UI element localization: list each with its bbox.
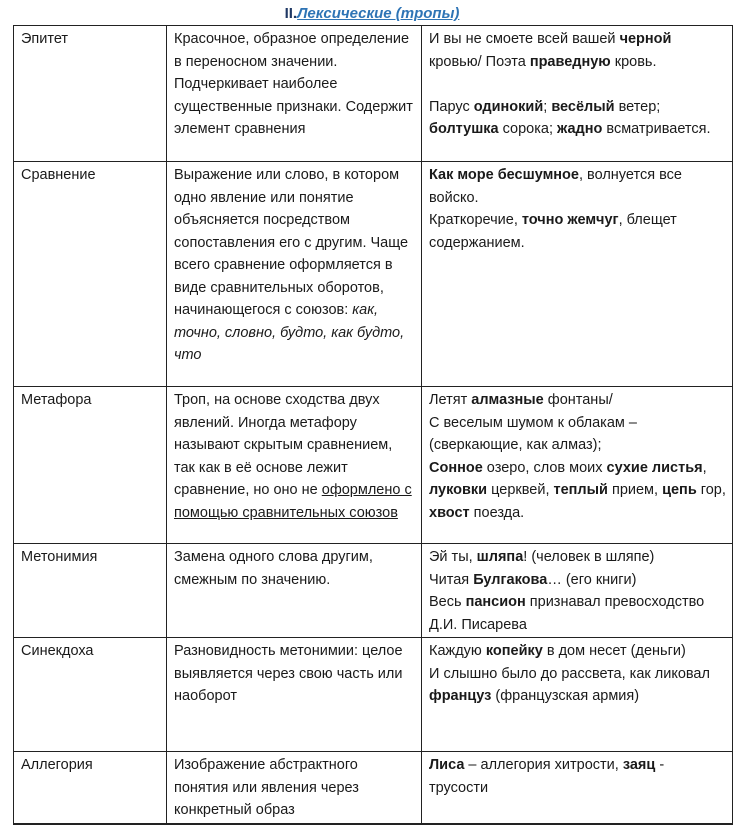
example-paragraph — [429, 412, 726, 457]
bold-term: теплый — [553, 482, 608, 498]
bold-term: праведную — [529, 53, 611, 70]
text-run: фонтаны/ — [543, 392, 613, 408]
table-row — [14, 638, 733, 752]
bold-term: цепь — [662, 482, 697, 498]
text-run: – аллегория хитрости, — [464, 757, 623, 773]
example-paragraph — [429, 640, 726, 663]
text-run: оформлено с помощью сравнительных союзов — [174, 482, 412, 521]
text-run: ; — [543, 98, 552, 115]
text-run: Весь — [429, 594, 466, 610]
table-row — [14, 544, 733, 638]
text-run: … (его книги) — [547, 571, 637, 588]
term-cell: Эпитет — [14, 26, 167, 162]
text-run: С веселым шумом к облакам – (сверкающие, как алмаз); — [429, 414, 637, 453]
text-run: кровь. — [610, 53, 657, 70]
example-paragraph — [429, 28, 726, 73]
text-run: ветер; — [614, 98, 661, 115]
bold-term: алмазные — [471, 392, 544, 408]
example-paragraph — [429, 591, 726, 636]
examples-cell — [422, 638, 733, 752]
text-run: церквей, — [487, 482, 554, 498]
text-run: признавал превосходство Д.И. Писарева — [429, 594, 705, 633]
text-run: (французская армия) — [491, 688, 640, 704]
example-paragraph — [429, 96, 726, 141]
text-run: поезда. — [469, 504, 525, 521]
text-run: всматривается. — [602, 121, 711, 137]
text-run: Троп, на основе сходства двух явлений. Иногда метафору называют скрытым сравнением, так как в её основе лежит сравнение, но оно не — [174, 392, 393, 498]
example-paragraph — [429, 663, 726, 708]
text-run: Краткоречие, — [429, 212, 522, 228]
definition-cell — [167, 387, 422, 544]
bold-term: черной — [619, 31, 672, 47]
definition-cell: Замена одного слова другим, смежным по значению. — [167, 544, 422, 638]
example-paragraph — [429, 209, 726, 254]
bold-term: хвост — [429, 504, 470, 521]
text-run: в дом несет (деньги) — [542, 643, 686, 659]
bold-term: луковки — [429, 482, 488, 498]
text-run: И вы не смоете всей вашей — [429, 31, 620, 47]
term-cell: Синекдоха — [14, 638, 167, 752]
text-run: , волнуется все войско. — [429, 167, 682, 206]
bold-term: француз — [429, 688, 492, 704]
text-run: кровью/ Поэта — [429, 53, 530, 70]
text-run: , — [702, 459, 707, 476]
example-paragraph — [429, 546, 726, 569]
text-run: Читая — [429, 571, 474, 588]
examples-cell — [422, 752, 733, 824]
term-cell: Метонимия — [14, 544, 167, 638]
title-text: Лексические (тропы) — [297, 5, 460, 22]
bold-term: Как море бесшумное — [429, 167, 579, 183]
bold-term: одинокий — [473, 98, 544, 115]
bold-term: Булгакова — [473, 571, 548, 588]
bold-term: Сонное — [429, 459, 483, 476]
bold-term: пансион — [465, 594, 526, 610]
term-cell: Аллегория — [14, 752, 167, 824]
example-paragraph — [429, 754, 726, 799]
table-row — [14, 162, 733, 387]
example-paragraph — [429, 164, 726, 209]
example-paragraph — [429, 457, 726, 525]
term-cell: Метафора — [14, 387, 167, 544]
example-paragraph — [429, 389, 726, 412]
table-row — [14, 752, 733, 824]
text-run: ! (человек в шляпе) — [523, 549, 655, 565]
bold-term: копейку — [485, 643, 543, 659]
text-run: Летят — [429, 392, 472, 408]
examples-cell — [422, 162, 733, 387]
bold-term: заяц — [622, 757, 656, 773]
definition-cell: Красочное, образное определение в переносном значении. Подчеркивает наиболее существенные признаки. Содержит элемент сравнения — [167, 26, 422, 162]
text-run: сорока; — [498, 121, 558, 137]
bold-term: Лиса — [429, 757, 465, 773]
page-title — [0, 2, 744, 26]
example-paragraph — [429, 73, 726, 96]
bold-term: весёлый — [551, 98, 615, 115]
definition-cell: Изображение абстрактного понятия или явления через конкретный образ — [167, 752, 422, 824]
text-run: гор, — [696, 482, 726, 498]
definition-cell — [167, 162, 422, 387]
bold-term: точно жемчуг — [521, 212, 619, 228]
tropes-table — [13, 25, 733, 825]
title-number: II. — [284, 5, 298, 22]
text-run: , блещет содержанием. — [429, 212, 677, 251]
table-row — [14, 26, 733, 162]
text-run: Парус — [429, 98, 474, 115]
italic-term: как, точно, словно, будто, как будто, что — [174, 302, 405, 363]
bold-term: сухие листья — [606, 459, 703, 476]
example-paragraph — [429, 569, 726, 592]
text-run: Выражение или слово, в котором одно явление или понятие объясняется посредством сопоставления его с другим. Чаще всего сравнение оформляется в виде сравнительных оборотов, начинающегося с союзов: — [174, 167, 409, 318]
term-cell: Сравнение — [14, 162, 167, 387]
text-run: озеро, слов моих — [482, 459, 607, 476]
table-row — [14, 387, 733, 544]
text-run: прием, — [607, 482, 663, 498]
examples-cell — [422, 544, 733, 638]
text-run: Эй ты, — [429, 549, 477, 565]
bold-term: болтушка — [429, 121, 499, 137]
bold-term: жадно — [557, 121, 603, 137]
definition-cell: Разновидность метонимии: целое выявляется через свою часть или наоборот — [167, 638, 422, 752]
text-run: - трусости — [429, 757, 665, 796]
examples-cell — [422, 387, 733, 544]
bold-term: шляпа — [476, 549, 524, 565]
examples-cell — [422, 26, 733, 162]
text-run: И слышно было до рассвета, как ликовал — [429, 665, 710, 682]
text-run: Каждую — [429, 643, 486, 659]
